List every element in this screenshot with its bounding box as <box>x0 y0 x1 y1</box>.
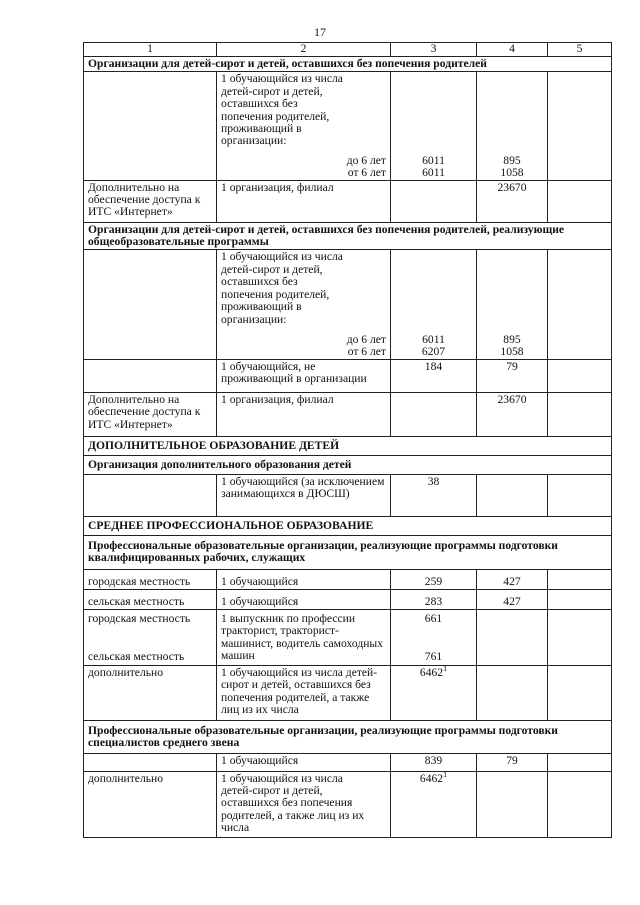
footnote-mark: 1 <box>443 769 448 779</box>
row-label: дополнительно <box>84 665 217 720</box>
section-title: ДОПОЛНИТЕЛЬНОЕ ОБРАЗОВАНИЕ ДЕТЕЙ <box>84 436 612 455</box>
value-cell: 6011 <box>422 166 445 180</box>
row-label: городская местность <box>88 611 191 625</box>
section-row <box>84 222 612 250</box>
section-row <box>84 456 612 474</box>
subsection-title: Организация дополнительного образования детей <box>84 456 612 474</box>
value-cell: 6462 <box>419 665 444 679</box>
header-cell-2: 2 <box>217 43 391 57</box>
row-description: 1 обучающийся из числа детей-сирот и детей, оставшихся без попечения родителей, а также лиц из их числа <box>217 771 391 837</box>
section-row <box>84 535 612 569</box>
table-row <box>84 180 612 222</box>
table-row <box>84 753 612 771</box>
subsection-title: Профессиональные образовательные организации, реализующие программы подготовки квалифицированных рабочих, служащих <box>84 535 612 569</box>
subsection-title: Профессиональные образовательные организации, реализующие программы подготовки специалистов среднего звена <box>84 720 612 753</box>
header-cell-5: 5 <box>548 43 612 57</box>
table-row <box>84 569 612 589</box>
section-title: СРЕДНЕЕ ПРОФЕССИОНАЛЬНОЕ ОБРАЗОВАНИЕ <box>84 516 612 535</box>
footnote-mark: 1 <box>443 663 448 673</box>
age-label: до 6 лет <box>346 332 386 346</box>
section-row <box>84 57 612 72</box>
row-description: 1 организация, филиал <box>217 392 391 436</box>
header-cell-3: 3 <box>391 43 477 57</box>
value-cell: 1058 <box>500 166 524 180</box>
value-cell: 23670 <box>477 392 548 436</box>
row-description: 1 обучающийся <box>217 753 391 771</box>
table-row <box>84 771 612 837</box>
row-label: Дополнительно на обеспечение доступа к ИТС «Интернет» <box>84 180 217 222</box>
section-row <box>84 720 612 753</box>
value-cell: 6462 <box>419 771 444 785</box>
value-cell: 427 <box>477 589 548 609</box>
age-label: от 6 лет <box>347 166 386 180</box>
page-number: 17 <box>314 25 326 39</box>
value-cell: 1058 <box>500 345 524 359</box>
row-description: 1 обучающийся из числа детей-сирот и детей, оставшихся без попечения родителей, проживающий в организации: <box>221 72 343 148</box>
value-cell: 895 <box>503 153 521 167</box>
table-row <box>84 589 612 609</box>
value-cell: 895 <box>503 332 521 346</box>
row-description: 1 обучающийся <box>217 589 391 609</box>
row-description: 1 обучающийся <box>217 569 391 589</box>
row-description: 1 обучающийся (за исключением занимающихся в ДЮСШ) <box>217 474 391 516</box>
table-row <box>84 72 612 180</box>
value-cell: 184 <box>391 359 477 392</box>
section-title: Организации для детей-сирот и детей, оставшихся без попечения родителей, реализующие общеобразовательные программы <box>84 222 612 250</box>
value-cell: 6011 <box>422 153 445 167</box>
value-cell: 23670 <box>477 180 548 222</box>
table-row <box>84 359 612 392</box>
table-row <box>84 609 612 665</box>
table-row <box>84 392 612 436</box>
table-row <box>84 665 612 720</box>
row-label: городская местность <box>84 569 217 589</box>
value-cell: 6207 <box>421 345 446 359</box>
section-row <box>84 436 612 455</box>
value-cell: 283 <box>391 589 477 609</box>
value-cell: 661 <box>424 611 443 625</box>
table-row <box>84 250 612 359</box>
header-row <box>84 43 612 57</box>
value-cell: 259 <box>391 569 477 589</box>
row-description: 1 обучающийся из числа детей-сирот и детей, оставшихся без попечения родителей, проживающий в организации: <box>221 250 343 326</box>
value-cell: 427 <box>477 569 548 589</box>
value-cell: 79 <box>477 359 548 392</box>
value-cell: 839 <box>391 753 477 771</box>
row-description: 1 обучающийся из числа детей-сирот и детей, оставшихся без попечения родителей, а также лиц из их числа <box>217 665 391 720</box>
funding-table <box>83 42 612 838</box>
row-description: 1 организация, филиал <box>217 180 391 222</box>
value-cell: 761 <box>424 650 443 664</box>
age-label: от 6 лет <box>347 345 386 359</box>
row-label: сельская местность <box>84 589 217 609</box>
row-label: дополнительно <box>84 771 217 837</box>
row-label: сельская местность <box>88 650 185 664</box>
value-cell: 79 <box>477 753 548 771</box>
row-description: 1 обучающийся, не проживающий в организации <box>217 359 391 392</box>
value-cell: 6011 <box>422 332 445 346</box>
value-cell: 38 <box>391 474 477 516</box>
row-description: 1 выпускник по профессии тракторист, тракторист-машинист, водитель самоходных машин <box>217 609 391 665</box>
section-row <box>84 516 612 535</box>
table-row <box>84 474 612 516</box>
header-cell-1: 1 <box>84 43 217 57</box>
header-cell-4: 4 <box>477 43 548 57</box>
section-title: Организации для детей-сирот и детей, оставшихся без попечения родителей <box>84 57 612 72</box>
age-label: до 6 лет <box>346 153 386 167</box>
row-label: Дополнительно на обеспечение доступа к ИТС «Интернет» <box>84 392 217 436</box>
